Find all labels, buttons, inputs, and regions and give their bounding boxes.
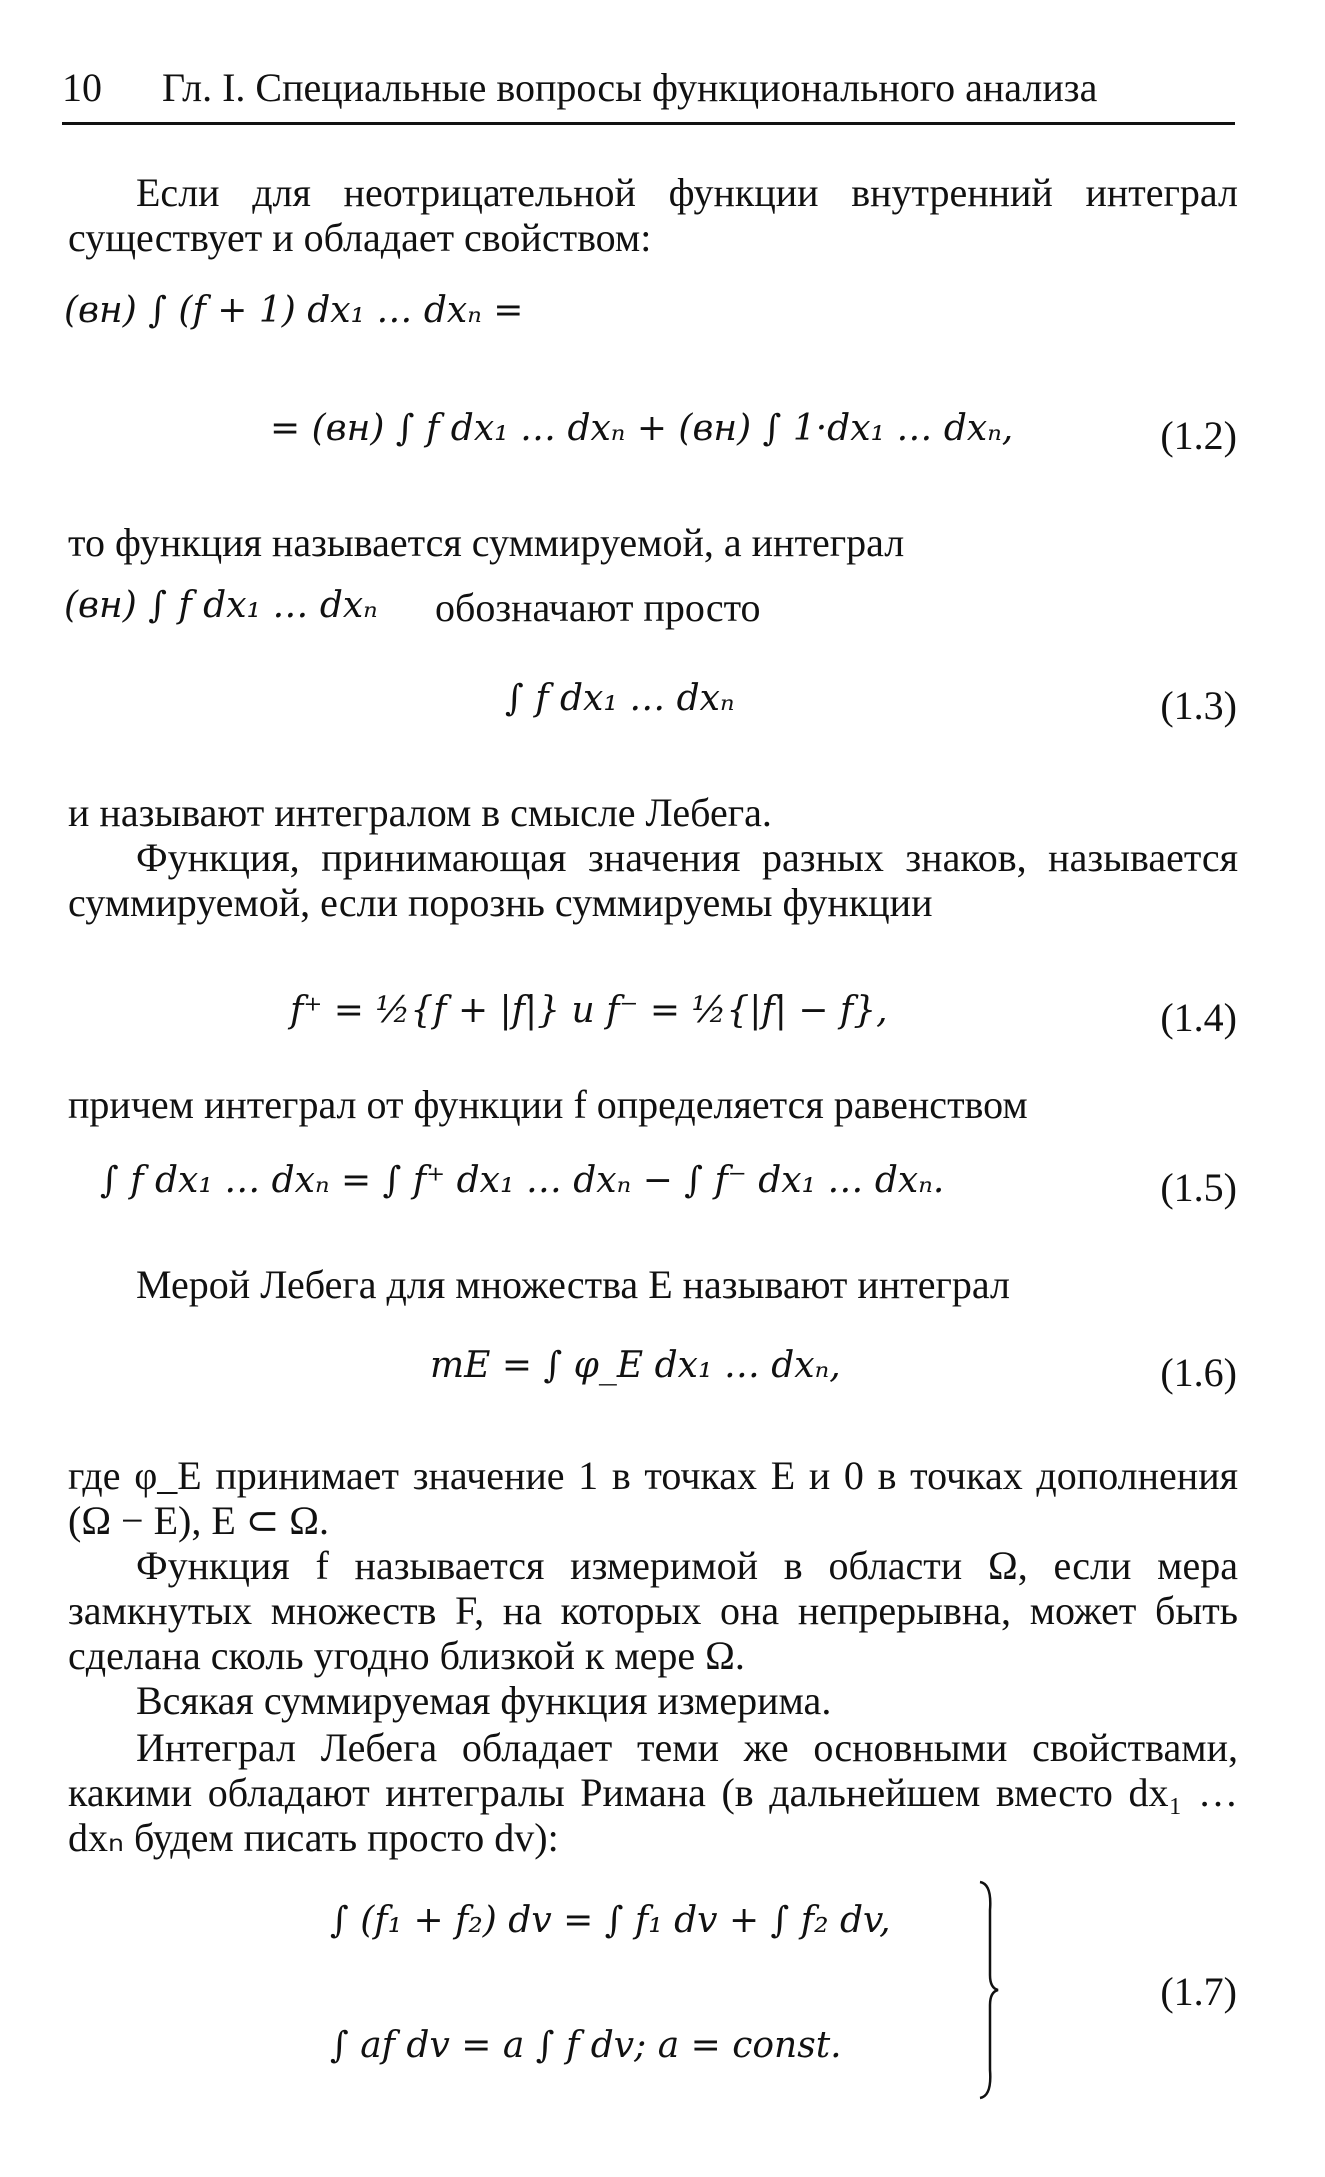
- equation-1-7-line-2: ∫ af dv = a ∫ f dv; a = const.: [330, 2025, 842, 2066]
- paragraph-8: Функция f называется измеримой в области Ω, если мера замкнутых множеств F, на которых она непрерывна, может быть сделана сколь угодно близкой к мере Ω.: [68, 1543, 1238, 1678]
- paragraph-4: Функция, принимающая значения разных знаков, называется суммируемой, если порознь суммируемы функции: [68, 835, 1238, 925]
- running-header: [62, 62, 1235, 125]
- paragraph-3: и называют интегралом в смысле Лебега.: [68, 790, 772, 835]
- equation-1-2-line-2: = (вн) ∫ f dx₁ … dxₙ + (вн) ∫ 1·dx₁ … dxₙ,: [270, 408, 1014, 449]
- equation-number-1-7: (1.7): [1160, 1969, 1237, 2014]
- equation-inline: (вн) ∫ f dx₁ … dxₙ: [64, 585, 378, 626]
- paragraph-6: Мерой Лебега для множества E называют интеграл: [136, 1262, 1010, 1307]
- paragraph-2-line-2: обозначают просто: [435, 585, 761, 630]
- equation-number-1-6: (1.6): [1160, 1350, 1237, 1395]
- equation-1-5: ∫ f dx₁ … dxₙ = ∫ f⁺ dx₁ … dxₙ − ∫ f⁻ dx₁ … dxₙ.: [100, 1160, 945, 1201]
- paragraph-7: где φ_E принимает значение 1 в точках E и 0 в точках дополнения (Ω − E), E ⊂ Ω.: [68, 1453, 1238, 1543]
- equation-number-1-4: (1.4): [1160, 995, 1237, 1040]
- right-brace: [978, 1880, 1000, 2100]
- equation-number-1-3: (1.3): [1160, 683, 1237, 728]
- paragraph-1: Если для неотрицательной функции внутренний интеграл существует и обладает свойством:: [68, 170, 1238, 260]
- paragraph-10: Интеграл Лебега обладает теми же основными свойствами, какими обладают интегралы Римана (в дальнейшем вместо dx₁ … dxₙ будем писать просто dv):: [68, 1725, 1238, 1860]
- page-number: 10: [62, 65, 102, 110]
- equation-1-2-line-1: (вн) ∫ (f + 1) dx₁ … dxₙ =: [64, 290, 524, 331]
- paragraph-5: причем интеграл от функции f определяется равенством: [68, 1082, 1028, 1127]
- paragraph-2-line-1: то функция называется суммируемой, а интеграл: [68, 520, 905, 565]
- equation-1-7-line-1: ∫ (f₁ + f₂) dv = ∫ f₁ dv + ∫ f₂ dv,: [330, 1900, 891, 1941]
- equation-1-6: mE = ∫ φ_E dx₁ … dxₙ,: [430, 1345, 841, 1386]
- equation-number-1-2: (1.2): [1160, 413, 1237, 458]
- equation-1-3: ∫ f dx₁ … dxₙ: [505, 678, 735, 719]
- running-title: Гл. I. Специальные вопросы функционального анализа: [162, 65, 1098, 110]
- equation-1-4: f⁺ = ½{f + |f|} и f⁻ = ½{|f| − f},: [290, 990, 888, 1031]
- paragraph-9: Всякая суммируемая функция измерима.: [136, 1678, 832, 1723]
- equation-number-1-5: (1.5): [1160, 1165, 1237, 1210]
